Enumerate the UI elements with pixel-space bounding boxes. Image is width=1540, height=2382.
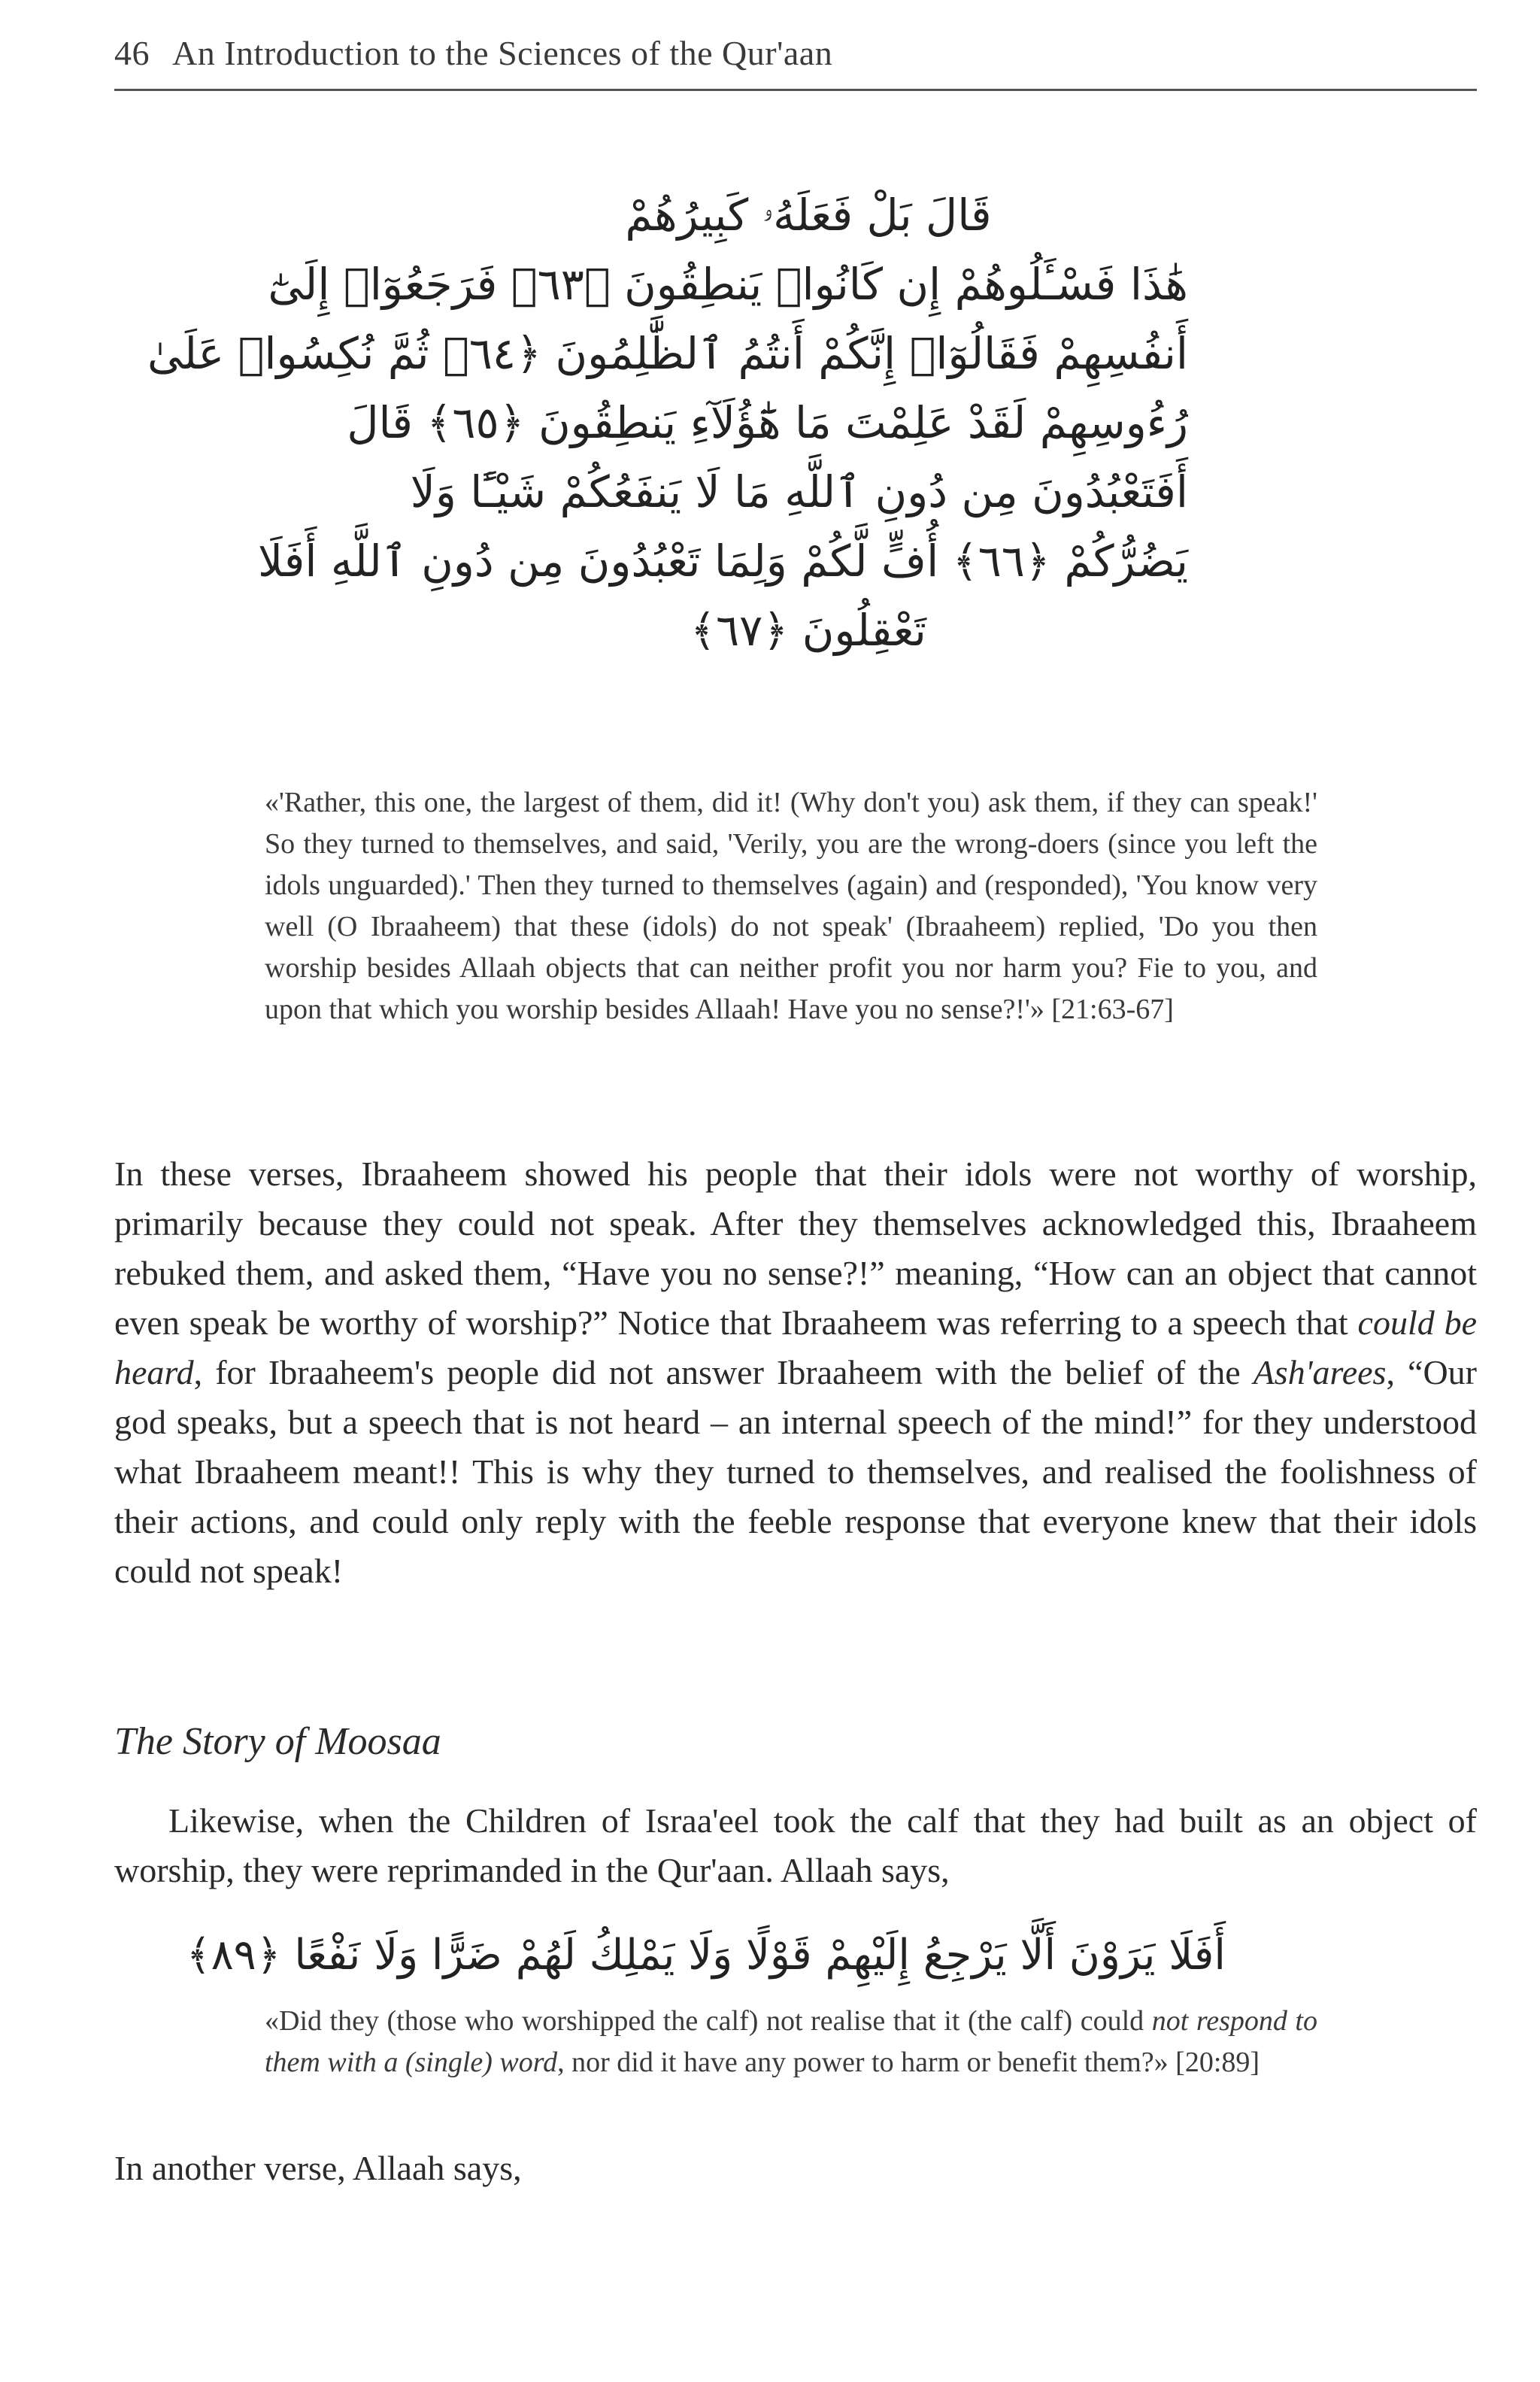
body-paragraph-another-verse: In another verse, Allaah says, [114, 2149, 522, 2187]
translation-emphasis: not respond to them with a (single) word [265, 2005, 1317, 2078]
body-paragraph-ibraaheem [114, 1149, 1477, 1596]
quran-line: تَعْقِلُونَ ﴿٦٧﴾ [690, 605, 926, 656]
quran-verse-20-89: أَفَلَا يَرَوْنَ أَلَّا يَرْجِعُ إِلَيْهِمْ قَوْلًا وَلَا يَمْلِكُ لَهُمْ ضَرًّا وَلَا نَفْعًا ﴿٨٩﴾ [186, 1931, 1226, 1980]
paragraph-text: , “Our god speaks, but a speech that is not heard – an internal speech of the mind!” for they understood what Ibraaheem meant!! This is why they turned to themselves, and realised the foolishness of their actions, and could only reply with the feeble response that everyone knew that their idols could not speak! [114, 1353, 1477, 1590]
quran-line: هَٰذَا فَسْـَٔلُوهُمْ إِن كَانُوا۟ يَنطِقُونَ ﴿٦٣﴾ فَرَجَعُوٓا۟ إِلَىٰٓ [268, 259, 1188, 310]
translation-21-63-67: «'Rather, this one, the largest of them, did it! (Why don't you) ask them, if they can speak!' So they turned to themselves, and said, 'Verily, you are the wrong-doers (since you left the idols unguarded).' Then they turned to themselves (again) and (responded), 'You know very well (O Ibraaheem) that these (idols) do not speak' (Ibraaheem) replied, 'Do you then worship besides Allaah objects that can neither profit you nor harm you? Fie to you, and upon that which you worship besides Allaah! Have you no sense?!'» [21:63-67] [265, 787, 1317, 1025]
translation-20-89 [265, 2001, 1317, 2083]
quran-line: أَنفُسِهِمْ فَقَالُوٓا۟ إِنَّكُمْ أَنتُمُ ٱلظَّٰلِمُونَ ﴿٦٤﴾ ثُمَّ نُكِسُوا۟ عَلَىٰ [147, 328, 1188, 379]
paragraph-text: In these verses, Ibraaheem showed his people that their idols were not worthy of worship, primarily because they could not speak. After they themselves acknowledged this, Ibraaheem rebuked them, and asked them, “Have you no sense?!” meaning, “How can an object that cannot even speak be worthy of worship?” Notice that Ibraaheem was referring to a speech that [114, 1155, 1477, 1342]
emphasis-could-be-heard: could be heard [114, 1303, 1477, 1391]
quran-line: رُءُوسِهِمْ لَقَدْ عَلِمْتَ مَا هَٰٓؤُلَآءِ يَنطِقُونَ ﴿٦٥﴾ قَالَ [347, 397, 1188, 448]
emphasis-ashaarees: Ash'arees [1253, 1353, 1387, 1391]
book-title: An Introduction to the Sciences of the Qur'aan [172, 34, 833, 72]
quran-line: قَالَ بَلْ فَعَلَهُۥ كَبِيرُهُمْ [625, 190, 992, 241]
paragraph-text: , for Ibraaheem's people did not answer Ibraaheem with the belief of the [193, 1353, 1254, 1391]
running-head [114, 33, 832, 73]
quran-line: يَضُرُّكُمْ ﴿٦٦﴾ أُفٍّ لَّكُمْ وَلِمَا تَعْبُدُونَ مِن دُونِ ٱللَّهِ أَفَلَا [257, 536, 1188, 587]
translation-text: «Did they (those who worshipped the calf) not realise that it (the calf) could [265, 2005, 1152, 2037]
section-heading: The Story of Moosaa [114, 1720, 441, 1763]
translation-text: , nor did it have any power to harm or benefit them?» [20:89] [557, 2047, 1260, 2078]
body-paragraph-moosaa: Likewise, when the Children of Israa'eel took the calf that they had built as an object of worship, they were reprimanded in the Qur'aan. Allaah says, [114, 1801, 1477, 1889]
quran-verses-21-63-67 [147, 181, 1188, 665]
quran-line: أَفَتَعْبُدُونَ مِن دُونِ ٱللَّهِ مَا لَا يَنفَعُكُمْ شَيْـًٔا وَلَا [410, 466, 1188, 517]
header-rule [114, 89, 1477, 91]
page-number: 46 [114, 34, 150, 72]
